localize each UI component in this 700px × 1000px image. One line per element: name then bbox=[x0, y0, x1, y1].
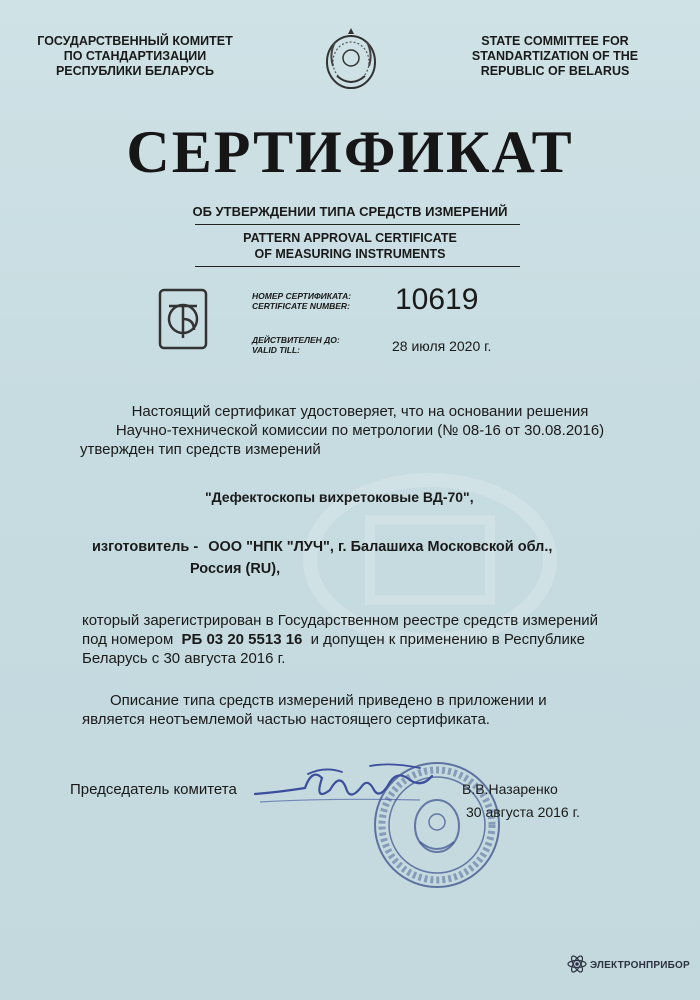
signatory-name: В.В.Назаренко bbox=[462, 781, 558, 797]
valid-till-label-en: VALID TILL: bbox=[252, 345, 300, 355]
belarus-emblem-icon bbox=[323, 26, 379, 92]
manufacturer-country: Россия (RU), bbox=[190, 561, 281, 577]
valid-till-label bbox=[252, 335, 340, 355]
paragraph-basis bbox=[80, 402, 640, 459]
header-left bbox=[20, 34, 250, 79]
certificate-number-label-ru: НОМЕР СЕРТИФИКАТА: bbox=[252, 291, 352, 301]
header-left-line-3: РЕСПУБЛИКИ БЕЛАРУСЬ bbox=[55, 64, 215, 78]
instrument-name: "Дефектоскопы вихретоковые ВД-70", bbox=[205, 489, 474, 505]
atom-logo-icon bbox=[567, 954, 587, 974]
paragraph-registry-line-2 bbox=[82, 630, 682, 649]
signature-scribble-icon bbox=[250, 758, 435, 818]
footer-brand: ЭЛЕКТРОНПРИБОР bbox=[590, 960, 690, 971]
divider-rule bbox=[195, 266, 520, 267]
registry-number: РБ 03 20 5513 16 bbox=[181, 631, 303, 648]
paragraph-description bbox=[82, 691, 682, 729]
header-left-line-1: ГОСУДАРСТВЕННЫЙ КОМИТЕТ bbox=[37, 34, 233, 48]
header-right-line-3: REPUBLIC OF BELARUS bbox=[480, 64, 630, 78]
divider-rule bbox=[195, 224, 520, 225]
paragraph-basis-line-2: Научно-технической комиссии по метрологии (№ 08-16 от 30.08.2016) bbox=[115, 422, 605, 439]
paragraph-basis-line-3: утвержден тип средств измерений bbox=[80, 441, 321, 458]
paragraph-registry-line-1: который зарегистрирован в Государственном реестре средств измерений bbox=[82, 612, 599, 629]
paragraph-registry bbox=[82, 611, 682, 668]
certificate-number-label bbox=[252, 291, 351, 311]
paragraph-description-line-2: является неотъемлемой частью настоящего сертификата. bbox=[82, 711, 490, 728]
header-right-line-2: STANDARTIZATION OF THE bbox=[471, 49, 639, 63]
paragraph-basis-line-1: Настоящий сертификат удостоверяет, что на основании решения bbox=[131, 403, 589, 420]
header-left-line-2: ПО СТАНДАРТИЗАЦИИ bbox=[63, 49, 207, 63]
registry-suffix: и допущен к применению в Республике bbox=[310, 631, 585, 648]
certificate-number-label-en: CERTIFICATE NUMBER: bbox=[252, 301, 350, 311]
manufacturer-label: изготовитель - bbox=[92, 539, 199, 555]
header-right-line-1: STATE COMMITTEE FOR bbox=[481, 34, 629, 48]
gosstandart-logo-icon bbox=[158, 288, 208, 350]
valid-till-label-ru: ДЕЙСТВИТЕЛЕН ДО: bbox=[252, 335, 340, 345]
manufacturer-name: ООО "НПК "ЛУЧ", г. Балашиха Московской обл., bbox=[208, 539, 553, 555]
header-right bbox=[440, 34, 670, 79]
manufacturer-line bbox=[92, 538, 692, 557]
subtitle-ru: ОБ УТВЕРЖДЕНИИ ТИПА СРЕДСТВ ИЗМЕРЕНИЙ bbox=[192, 204, 508, 219]
subtitle-en bbox=[0, 230, 700, 262]
document-title: СЕРТИФИКАТ bbox=[126, 119, 574, 185]
valid-till-date: 28 июля 2020 г. bbox=[392, 338, 492, 354]
paragraph-description-line-1: Описание типа средств измерений приведено в приложении и bbox=[110, 692, 547, 709]
certificate-number: 10619 bbox=[395, 283, 479, 316]
registry-prefix: под номером bbox=[82, 631, 174, 648]
subtitle-en-line-2: OF MEASURING INSTRUMENTS bbox=[254, 247, 446, 261]
signature-date: 30 августа 2016 г. bbox=[466, 804, 580, 820]
signatory-title: Председатель комитета bbox=[70, 781, 237, 798]
paragraph-registry-line-3: Беларусь с 30 августа 2016 г. bbox=[82, 650, 286, 667]
subtitle-en-line-1: PATTERN APPROVAL CERTIFICATE bbox=[243, 231, 457, 245]
